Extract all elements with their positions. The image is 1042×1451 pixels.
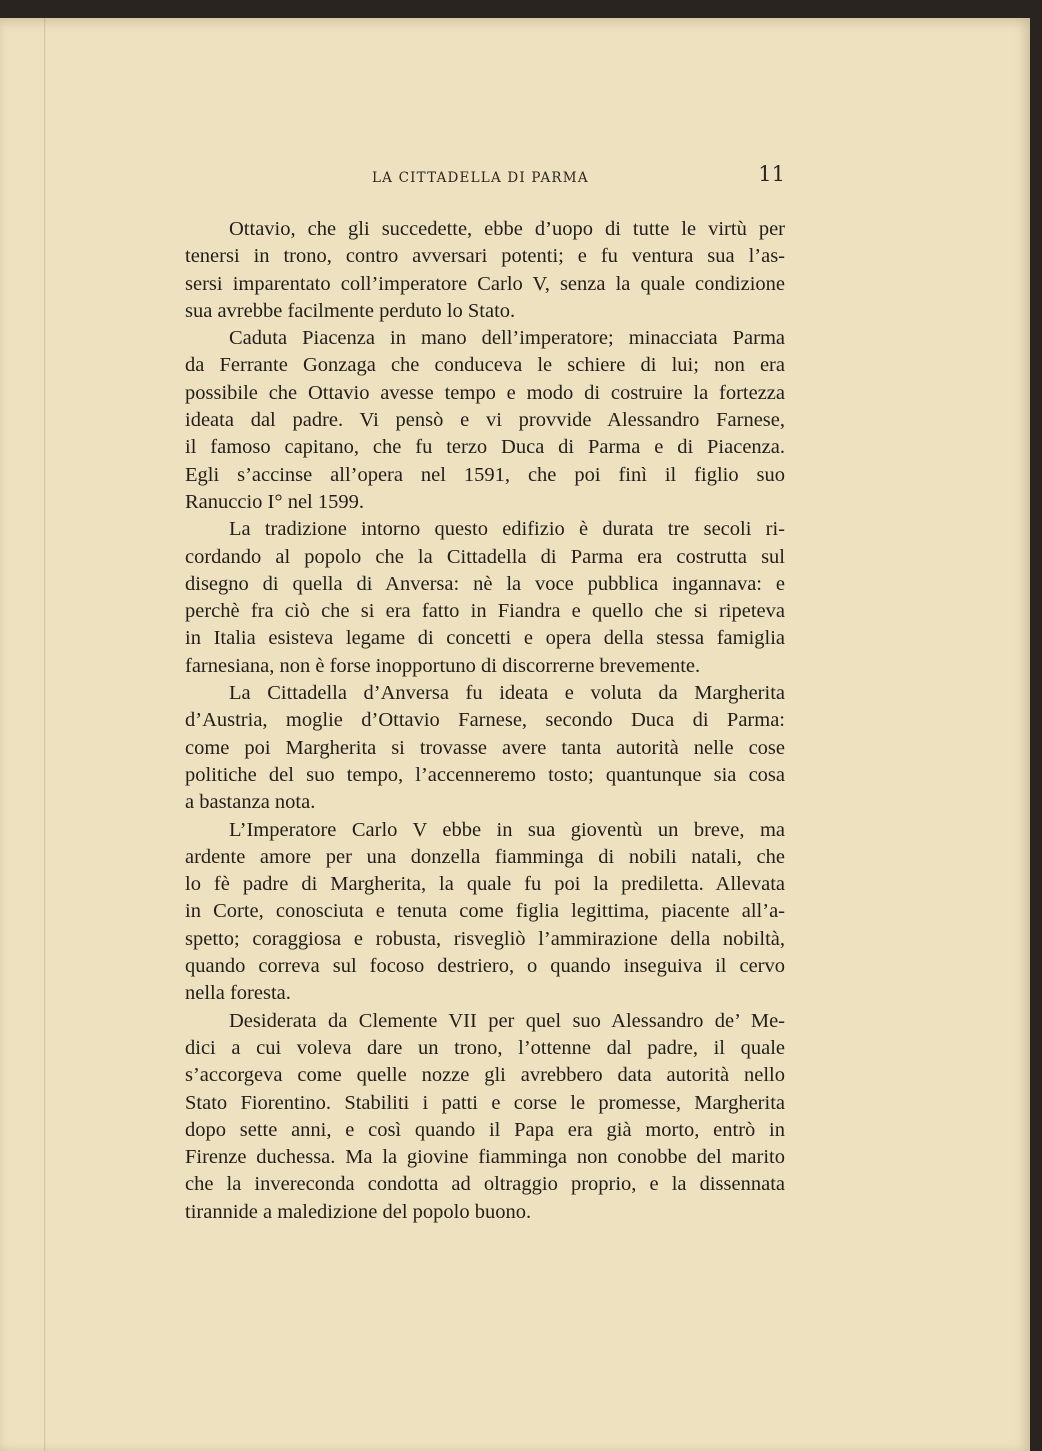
text-line: tenersi in trono, contro avversari potenti; e fu ventura sua l’as- (185, 245, 785, 268)
text-line: perchè fra ciò che si era fatto in Fiandra e quello che si ripeteva (185, 600, 785, 623)
text-line: La tradizione intorno questo edifizio è durata tre secoli ri- (229, 518, 785, 541)
text-line: disegno di quella di Anversa: nè la voce pubblica ingannava: e (185, 572, 785, 595)
text-line: politiche del suo tempo, l’accenneremo tosto; quantunque sia cosa (185, 763, 785, 786)
page-number: 11 (758, 162, 785, 186)
text-line: Firenze duchessa. Ma la giovine fiamminga non conobbe del marito (185, 1146, 785, 1169)
paragraph (185, 817, 785, 1008)
text-line: La Cittadella d’Anversa fu ideata e voluta da Margherita (229, 682, 785, 705)
text-line: Ottavio, che gli succedette, ebbe d’uopo di tutte le virtù per (229, 218, 785, 240)
text-line: che la invereconda condotta ad oltraggio proprio, e la dissennata (185, 1173, 785, 1196)
text-line: Caduta Piacenza in mano dell’imperatore; minacciata Parma (229, 327, 785, 350)
paragraph (185, 680, 785, 816)
text-line: d’Austria, moglie d’Ottavio Farnese, secondo Duca di Parma: (185, 709, 785, 732)
text-line: in Italia esisteva legame di concetti e opera della stessa famiglia (185, 627, 785, 650)
text-line: spetto; coraggiosa e robusta, risvegliò l’ammirazione della nobiltà, (185, 927, 785, 950)
text-line: come poi Margherita si trovasse avere tanta autorità nelle cose (185, 736, 785, 759)
text-line: dici a cui voleva dare un trono, l’ottenne dal padre, il quale (185, 1036, 785, 1059)
text-line: L’Imperatore Carlo V ebbe in sua gioventù un breve, ma (229, 818, 785, 841)
text-line: Stato Fiorentino. Stabiliti i patti e corse le promesse, Margherita (185, 1091, 785, 1114)
text-line: cordando al popolo che la Cittadella di Parma era costrutta sul (185, 545, 785, 568)
running-header (185, 162, 785, 194)
body-text (185, 216, 785, 1226)
text-line: nella foresta. (185, 982, 291, 1005)
text-line: ideata dal padre. Vi pensò e vi provvide Alessandro Farnese, (185, 409, 785, 432)
text-line: ardente amore per una donzella fiamminga di nobili natali, che (185, 845, 785, 868)
text-line: tirannide a maledizione del popolo buono. (185, 1200, 532, 1223)
page-spine-shadow (44, 18, 46, 1451)
text-line: sersi imparentato coll’imperatore Carlo V, senza la quale condizione (185, 272, 785, 295)
text-line: da Ferrante Gonzaga che conduceva le schiere di lui; non era (185, 354, 785, 377)
running-title: LA CITTADELLA DI PARMA (372, 170, 589, 186)
text-line: dopo sette anni, e così quando il Papa era già morto, entrò in (185, 1118, 785, 1141)
text-line: a bastanza nota. (185, 791, 316, 814)
text-line: quando correva sul focoso destriero, o quando inseguiva il cervo (185, 955, 785, 978)
paragraph (185, 1008, 785, 1226)
text-line: Egli s’accinse all’opera nel 1591, che poi finì il figlio suo (185, 463, 785, 486)
paragraph (185, 325, 785, 516)
book-page (0, 18, 1030, 1451)
text-line: s’accorgeva come quelle nozze gli avrebbero data autorità nello (185, 1064, 785, 1087)
text-line: Ranuccio I° nel 1599. (185, 490, 364, 513)
text-line: Desiderata da Clemente VII per quel suo Alessandro de’ Me- (229, 1009, 785, 1032)
text-line: possibile che Ottavio avesse tempo e modo di costruire la fortezza (185, 381, 785, 404)
paragraph (185, 516, 785, 680)
paragraph (185, 216, 785, 325)
text-line: in Corte, conosciuta e tenuta come figlia legittima, piacente all’a- (185, 900, 785, 923)
text-line: il famoso capitano, che fu terzo Duca di Parma e di Piacenza. (185, 436, 785, 459)
text-line: farnesiana, non è forse inopportuno di discorrerne brevemente. (185, 654, 701, 677)
text-line: lo fè padre di Margherita, la quale fu poi la prediletta. Allevata (185, 873, 785, 896)
text-line: sua avrebbe facilmente perduto lo Stato. (185, 299, 516, 322)
